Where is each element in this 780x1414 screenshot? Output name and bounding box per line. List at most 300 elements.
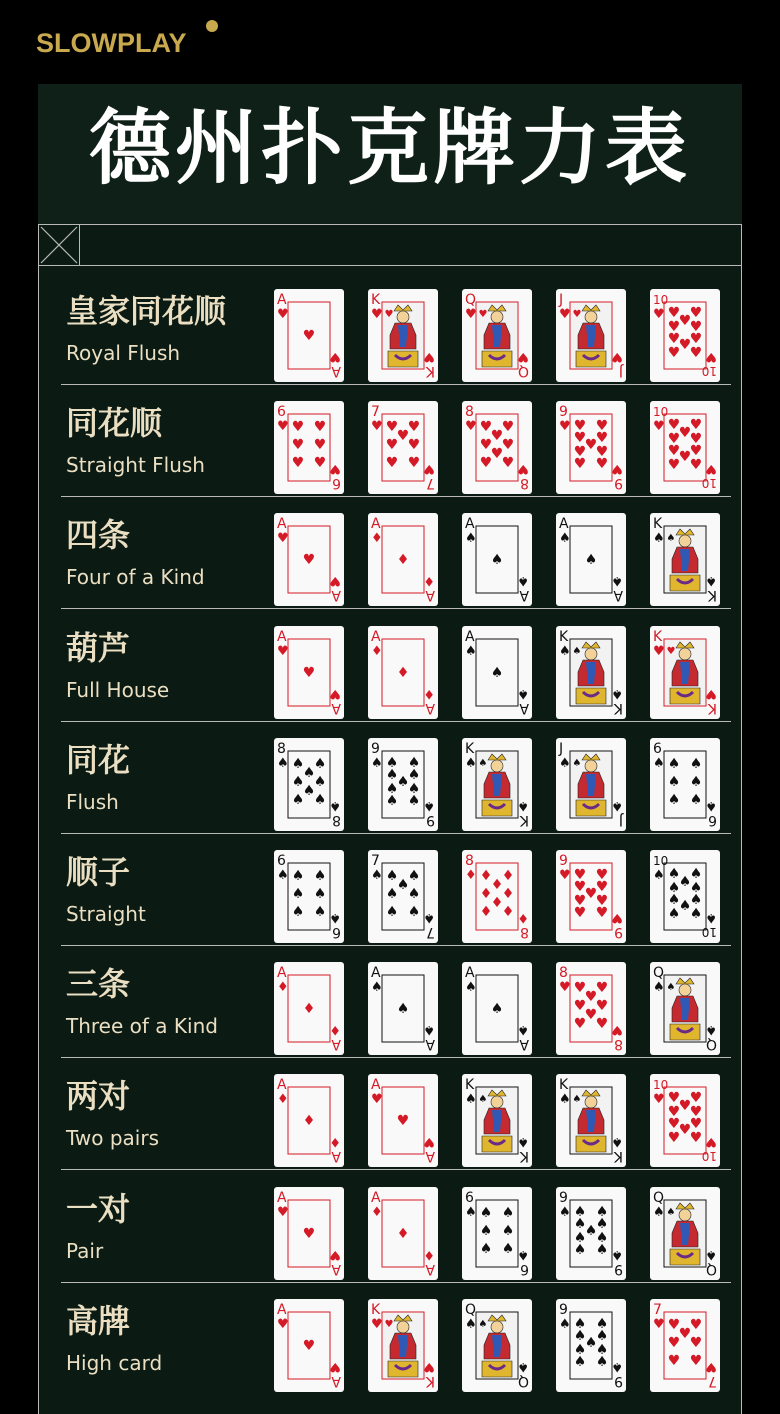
card-rank-bottom: Q — [705, 1036, 717, 1053]
diamonds-suit-icon: ♦ — [329, 1022, 341, 1038]
hearts-pip-icon: ♥ — [479, 437, 493, 454]
spades-suit-icon: ♠ — [559, 1316, 571, 1332]
card-rank-top: 9 — [371, 740, 380, 757]
spades-pip-icon: ♠ — [584, 1334, 598, 1351]
hearts-pip-icon: ♥ — [501, 455, 515, 472]
hearts-pip-icon: ♥ — [595, 980, 609, 997]
spades-pip-icon: ♠ — [573, 1341, 587, 1358]
playing-card — [650, 513, 720, 606]
hearts-pip-icon: ♥ — [667, 345, 681, 361]
spades-pip-icon: ♠ — [689, 906, 703, 922]
hearts-suit-icon: ♥ — [423, 461, 435, 477]
hearts-pip-icon: ♥ — [595, 456, 609, 473]
hearts-pip-icon: ♥ — [689, 1334, 703, 1351]
hearts-pip-icon: ♥ — [689, 417, 703, 434]
card-rank-bottom: 6 — [332, 475, 341, 492]
spades-pip-icon: ♠ — [689, 892, 703, 908]
hearts-suit-icon: ♥ — [705, 1134, 717, 1150]
spades-pip-icon: ♠ — [291, 773, 305, 790]
spades-pip-icon: ♠ — [666, 1206, 676, 1218]
hearts-pip-icon: ♥ — [689, 319, 703, 335]
card-rank-top: A — [277, 1077, 287, 1094]
hand-name-zh: 三条 — [66, 965, 131, 1004]
diamonds-pip-icon: ♦ — [396, 1225, 410, 1242]
spades-pip-icon: ♠ — [584, 1222, 598, 1239]
diamonds-pip-icon: ♦ — [490, 895, 504, 911]
hearts-suit-icon: ♥ — [611, 910, 623, 925]
hand-name-en: Three of a Kind — [66, 1014, 218, 1039]
hearts-pip-icon: ♥ — [667, 1352, 681, 1369]
spades-suit-icon: ♠ — [465, 643, 477, 659]
card-rank-top: 10 — [653, 293, 669, 307]
spades-pip-icon: ♠ — [396, 1001, 410, 1018]
playing-card — [462, 738, 532, 831]
playing-card — [368, 1187, 438, 1280]
title-banner — [38, 84, 742, 224]
spades-pip-icon: ♠ — [396, 877, 410, 893]
hearts-pip-icon: ♥ — [667, 457, 681, 474]
hearts-pip-icon: ♥ — [302, 552, 316, 569]
diamonds-pip-icon: ♦ — [490, 877, 504, 893]
hearts-pip-icon: ♥ — [573, 444, 587, 461]
hearts-suit-icon: ♥ — [705, 461, 717, 477]
hearts-pip-icon: ♥ — [667, 431, 681, 448]
spades-pip-icon: ♠ — [407, 754, 421, 771]
spades-suit-icon: ♠ — [517, 1134, 529, 1150]
hand-name-zh: 同花 — [66, 740, 131, 779]
spades-pip-icon: ♠ — [667, 791, 681, 808]
card-rank-top: K — [653, 628, 663, 645]
spades-pip-icon: ♠ — [313, 886, 327, 902]
card-rank-top: K — [653, 516, 663, 533]
spades-suit-icon: ♠ — [465, 531, 477, 547]
card-rank-bottom: 9 — [614, 475, 623, 492]
card-rank-top: A — [277, 965, 287, 982]
spades-suit-icon: ♠ — [653, 1204, 665, 1220]
card-rank-bottom: 6 — [708, 811, 717, 828]
hearts-suit-icon: ♥ — [329, 349, 341, 364]
card-rank-top: 6 — [277, 404, 286, 421]
playing-card — [556, 738, 626, 831]
card-rank-bottom: K — [519, 1148, 529, 1165]
spades-suit-icon: ♠ — [465, 755, 477, 771]
spades-pip-icon: ♠ — [313, 868, 327, 884]
hearts-pip-icon: ♥ — [396, 428, 410, 445]
hearts-suit-icon: ♥ — [611, 349, 623, 364]
hearts-pip-icon: ♥ — [384, 1318, 394, 1330]
hand-name-en: Pair — [66, 1238, 104, 1263]
hearts-pip-icon: ♥ — [384, 309, 394, 320]
hand-row — [61, 1058, 731, 1170]
spades-pip-icon: ♠ — [667, 866, 681, 882]
hearts-suit-icon: ♥ — [559, 980, 571, 996]
card-rank-top: 9 — [559, 853, 568, 869]
spades-pip-icon: ♠ — [595, 1241, 609, 1258]
spades-pip-icon: ♠ — [385, 886, 399, 902]
spades-pip-icon: ♠ — [302, 764, 316, 781]
hearts-suit-icon: ♥ — [465, 419, 477, 435]
diamonds-pip-icon: ♦ — [501, 868, 515, 884]
playing-card — [462, 1187, 532, 1280]
spades-suit-icon: ♠ — [517, 573, 529, 589]
spades-suit-icon: ♠ — [371, 868, 383, 883]
playing-card — [274, 962, 344, 1055]
spades-pip-icon: ♠ — [291, 868, 305, 884]
hand-name-zh: 皇家同花顺 — [66, 292, 227, 330]
spades-suit-icon: ♠ — [611, 797, 623, 813]
card-rank-bottom: K — [707, 699, 717, 716]
spades-suit-icon: ♠ — [517, 1358, 529, 1374]
hearts-pip-icon: ♥ — [573, 879, 587, 895]
card-rank-bottom: K — [425, 363, 435, 379]
diamonds-suit-icon: ♦ — [371, 643, 383, 659]
hearts-pip-icon: ♥ — [667, 443, 681, 460]
playing-card — [556, 962, 626, 1055]
playing-card — [462, 289, 532, 382]
spades-suit-icon: ♠ — [423, 797, 435, 813]
spades-suit-icon: ♠ — [465, 1316, 477, 1332]
card-rank-top: 10 — [653, 1078, 669, 1093]
hearts-pip-icon: ♥ — [573, 456, 587, 473]
hearts-suit-icon: ♥ — [329, 573, 341, 589]
playing-card — [556, 1074, 626, 1167]
card-rank-top: A — [277, 1189, 287, 1206]
spades-suit-icon: ♠ — [559, 1092, 571, 1108]
hearts-pip-icon: ♥ — [291, 455, 305, 472]
card-rank-bottom: 10 — [701, 476, 717, 491]
spades-pip-icon: ♠ — [396, 773, 410, 790]
hearts-pip-icon: ♥ — [407, 437, 421, 454]
card-rank-top: 8 — [277, 740, 286, 757]
spades-pip-icon: ♠ — [595, 1215, 609, 1232]
diamonds-suit-icon: ♦ — [517, 910, 529, 925]
card-rank-top: A — [371, 516, 381, 533]
hearts-pip-icon: ♥ — [584, 886, 598, 902]
playing-card — [274, 626, 344, 719]
playing-card — [462, 1299, 532, 1392]
spades-suit-icon: ♠ — [329, 910, 341, 925]
diamonds-pip-icon: ♦ — [396, 552, 410, 569]
hearts-pip-icon: ♥ — [302, 664, 316, 681]
hearts-pip-icon: ♥ — [573, 867, 587, 883]
playing-card — [368, 850, 438, 943]
card-rank-bottom: 8 — [614, 1036, 623, 1053]
spades-pip-icon: ♠ — [291, 886, 305, 902]
card-rank-top: 9 — [559, 1189, 568, 1206]
spades-pip-icon: ♠ — [573, 1327, 587, 1344]
hearts-pip-icon: ♥ — [407, 419, 421, 436]
card-rank-top: A — [465, 628, 475, 645]
hand-row — [61, 273, 731, 385]
hearts-pip-icon: ♥ — [385, 437, 399, 454]
card-rank-top: 6 — [277, 853, 286, 869]
card-rank-top: 10 — [653, 854, 669, 868]
spades-pip-icon: ♠ — [572, 645, 582, 657]
playing-card — [650, 738, 720, 831]
card-rank-bottom: K — [425, 1372, 435, 1389]
hearts-suit-icon: ♥ — [653, 419, 665, 435]
card-rank-top: 7 — [653, 1301, 662, 1318]
spades-pip-icon: ♠ — [666, 982, 676, 994]
hearts-pip-icon: ♥ — [385, 419, 399, 436]
diamonds-pip-icon: ♦ — [479, 868, 493, 884]
spades-suit-icon: ♠ — [465, 980, 477, 996]
hearts-pip-icon: ♥ — [595, 893, 609, 909]
hearts-pip-icon: ♥ — [595, 418, 609, 435]
hearts-suit-icon: ♥ — [329, 685, 341, 701]
hearts-pip-icon: ♥ — [573, 980, 587, 997]
spades-suit-icon: ♠ — [611, 1134, 623, 1150]
spades-pip-icon: ♠ — [490, 664, 504, 681]
playing-card — [368, 738, 438, 831]
hearts-suit-icon: ♥ — [423, 349, 435, 364]
spades-suit-icon: ♠ — [559, 643, 571, 659]
spades-pip-icon: ♠ — [385, 904, 399, 920]
card-rank-bottom: A — [519, 1036, 529, 1053]
card-rank-bottom: A — [331, 699, 341, 716]
playing-card — [650, 850, 720, 943]
card-rank-top: A — [371, 628, 381, 645]
card-rank-top: Q — [653, 1189, 665, 1206]
spades-pip-icon: ♠ — [667, 773, 681, 790]
spades-pip-icon: ♠ — [678, 898, 692, 914]
card-rank-top: Q — [653, 965, 665, 982]
card-rank-top: A — [465, 965, 475, 982]
card-rank-top: 6 — [653, 740, 662, 757]
spades-suit-icon: ♠ — [517, 1246, 529, 1262]
hearts-pip-icon: ♥ — [291, 437, 305, 454]
diamonds-suit-icon: ♦ — [277, 1092, 289, 1108]
playing-card — [462, 1074, 532, 1167]
hearts-pip-icon: ♥ — [678, 337, 692, 353]
hearts-pip-icon: ♥ — [678, 425, 692, 442]
hearts-suit-icon: ♥ — [465, 307, 477, 322]
hearts-pip-icon: ♥ — [689, 1116, 703, 1133]
card-rank-top: K — [559, 1077, 569, 1094]
card-rank-top: Q — [465, 1301, 477, 1318]
card-rank-top: Q — [465, 292, 477, 308]
hearts-pip-icon: ♥ — [678, 313, 692, 329]
hearts-pip-icon: ♥ — [573, 418, 587, 435]
spades-pip-icon: ♠ — [573, 1215, 587, 1232]
spades-pip-icon: ♠ — [573, 1353, 587, 1370]
playing-card — [368, 289, 438, 382]
hearts-pip-icon: ♥ — [573, 1016, 587, 1033]
playing-card — [274, 1187, 344, 1280]
spades-pip-icon: ♠ — [595, 1315, 609, 1332]
spades-suit-icon: ♠ — [611, 1246, 623, 1262]
playing-card — [650, 626, 720, 719]
spades-pip-icon: ♠ — [573, 1229, 587, 1246]
hearts-suit-icon: ♥ — [611, 461, 623, 477]
spades-pip-icon: ♠ — [572, 757, 582, 769]
hearts-suit-icon: ♥ — [329, 1246, 341, 1262]
card-rank-top: K — [465, 740, 475, 757]
spades-suit-icon: ♠ — [653, 755, 665, 771]
card-rank-top: 9 — [559, 404, 568, 421]
card-rank-bottom: A — [613, 587, 623, 604]
playing-card — [650, 401, 720, 494]
spades-suit-icon: ♠ — [705, 1246, 717, 1262]
hand-name-en: Full House — [66, 677, 170, 702]
hearts-pip-icon: ♥ — [479, 419, 493, 436]
card-rank-bottom: 8 — [520, 924, 529, 940]
card-rank-bottom: A — [425, 587, 435, 604]
hand-name-en: Two pairs — [66, 1126, 160, 1151]
spades-pip-icon: ♠ — [667, 906, 681, 922]
card-rank-top: K — [465, 1077, 475, 1094]
card-rank-bottom: K — [707, 587, 717, 604]
hand-name-en: High card — [66, 1350, 163, 1375]
hand-name-zh: 同花顺 — [66, 404, 163, 443]
playing-card — [368, 513, 438, 606]
hearts-pip-icon: ♥ — [385, 455, 399, 472]
playing-card — [274, 1299, 344, 1392]
hand-name-en: Straight Flush — [66, 453, 205, 478]
diamonds-suit-icon: ♦ — [277, 980, 289, 996]
hearts-pip-icon: ♥ — [595, 430, 609, 447]
spades-pip-icon: ♠ — [478, 757, 488, 769]
hearts-pip-icon: ♥ — [595, 998, 609, 1015]
spades-suit-icon: ♠ — [705, 910, 717, 925]
playing-card — [368, 962, 438, 1055]
playing-card — [368, 1074, 438, 1167]
hearts-pip-icon: ♥ — [667, 319, 681, 335]
diamonds-pip-icon: ♦ — [479, 886, 493, 902]
hearts-pip-icon: ♥ — [667, 1090, 681, 1107]
brand-logo: SLOWPLAY — [36, 28, 187, 58]
hearts-pip-icon: ♥ — [313, 455, 327, 472]
hearts-pip-icon: ♥ — [595, 444, 609, 461]
diamonds-pip-icon: ♦ — [501, 904, 515, 920]
spades-pip-icon: ♠ — [479, 1240, 493, 1257]
playing-card — [462, 962, 532, 1055]
card-rank-top: A — [277, 1301, 287, 1318]
card-rank-bottom: Q — [517, 363, 529, 379]
spades-suit-icon: ♠ — [517, 1022, 529, 1038]
card-rank-bottom: A — [425, 699, 435, 716]
card-rank-bottom: A — [425, 1036, 435, 1053]
spades-pip-icon: ♠ — [573, 1241, 587, 1258]
corner-x-icon — [39, 225, 80, 266]
card-rank-bottom: 10 — [701, 1149, 717, 1164]
card-rank-top: 7 — [371, 853, 380, 869]
playing-card — [274, 850, 344, 943]
spades-pip-icon: ♠ — [478, 1318, 488, 1330]
hand-name-en: Four of a Kind — [66, 565, 205, 590]
hearts-suit-icon: ♥ — [559, 868, 571, 883]
card-rank-top: K — [371, 1301, 381, 1318]
spades-pip-icon: ♠ — [573, 1203, 587, 1220]
hearts-suit-icon: ♥ — [653, 1316, 665, 1332]
hearts-suit-icon: ♥ — [611, 1022, 623, 1038]
card-rank-bottom: Q — [517, 1372, 529, 1389]
page-title: 德州扑克牌力表 — [88, 101, 691, 196]
spades-pip-icon: ♠ — [667, 755, 681, 772]
spades-pip-icon: ♠ — [302, 782, 316, 799]
spades-pip-icon: ♠ — [291, 755, 305, 772]
hearts-suit-icon: ♥ — [329, 1358, 341, 1374]
hand-name-en: Royal Flush — [66, 341, 181, 365]
spades-suit-icon: ♠ — [517, 797, 529, 813]
hearts-pip-icon: ♥ — [689, 345, 703, 361]
card-rank-bottom: 9 — [614, 924, 623, 940]
card-rank-top: K — [371, 292, 381, 308]
hearts-pip-icon: ♥ — [667, 331, 681, 347]
hearts-pip-icon: ♥ — [667, 1334, 681, 1351]
card-rank-top: A — [277, 516, 287, 533]
card-rank-bottom: 7 — [426, 475, 435, 492]
spades-pip-icon: ♠ — [490, 552, 504, 569]
hearts-pip-icon: ♥ — [573, 998, 587, 1015]
hearts-pip-icon: ♥ — [689, 331, 703, 347]
hand-row — [61, 1283, 731, 1395]
hearts-suit-icon: ♥ — [371, 307, 383, 322]
hearts-pip-icon: ♥ — [302, 328, 316, 344]
spades-pip-icon: ♠ — [573, 1315, 587, 1332]
card-rank-bottom: A — [519, 699, 529, 716]
spades-suit-icon: ♠ — [705, 573, 717, 589]
spades-pip-icon: ♠ — [479, 1204, 493, 1221]
spades-pip-icon: ♠ — [385, 766, 399, 783]
playing-card — [556, 626, 626, 719]
diamonds-pip-icon: ♦ — [479, 904, 493, 920]
spades-pip-icon: ♠ — [313, 755, 327, 772]
spades-suit-icon: ♠ — [611, 685, 623, 701]
hearts-pip-icon: ♥ — [667, 305, 681, 321]
hearts-pip-icon: ♥ — [302, 1225, 316, 1242]
spades-pip-icon: ♠ — [407, 868, 421, 884]
playing-card — [556, 850, 626, 943]
playing-card — [368, 626, 438, 719]
spades-suit-icon: ♠ — [371, 980, 383, 996]
diamonds-pip-icon: ♦ — [302, 1001, 316, 1018]
playing-card — [462, 626, 532, 719]
diamonds-suit-icon: ♦ — [423, 1246, 435, 1262]
card-rank-top: 8 — [559, 965, 568, 982]
spades-pip-icon: ♠ — [501, 1222, 515, 1239]
card-rank-top: A — [559, 516, 569, 533]
spades-pip-icon: ♠ — [407, 766, 421, 783]
card-rank-top: 9 — [559, 1301, 568, 1318]
diamonds-pip-icon: ♦ — [501, 886, 515, 902]
card-rank-top: 7 — [371, 404, 380, 421]
spades-pip-icon: ♠ — [291, 904, 305, 920]
hand-row — [61, 385, 731, 497]
card-rank-bottom: J — [618, 363, 623, 379]
card-rank-bottom: 8 — [332, 811, 341, 828]
hearts-pip-icon: ♥ — [667, 1316, 681, 1333]
card-rank-top: 6 — [465, 1189, 474, 1206]
hand-name-zh: 两对 — [66, 1077, 131, 1116]
brand-logo-dot — [206, 20, 218, 32]
card-rank-bottom: K — [519, 811, 529, 828]
hand-name-zh: 四条 — [66, 516, 131, 555]
card-rank-bottom: K — [613, 699, 623, 716]
spades-pip-icon: ♠ — [595, 1203, 609, 1220]
spades-pip-icon: ♠ — [407, 886, 421, 902]
card-rank-bottom: A — [331, 363, 341, 379]
spades-pip-icon: ♠ — [385, 868, 399, 884]
hearts-pip-icon: ♥ — [595, 1016, 609, 1033]
hearts-pip-icon: ♥ — [689, 1130, 703, 1147]
spades-pip-icon: ♠ — [407, 792, 421, 809]
card-rank-top: A — [277, 628, 287, 645]
card-rank-bottom: 10 — [701, 364, 717, 378]
playing-card — [368, 401, 438, 494]
spades-suit-icon: ♠ — [423, 910, 435, 925]
hearts-pip-icon: ♥ — [407, 455, 421, 472]
